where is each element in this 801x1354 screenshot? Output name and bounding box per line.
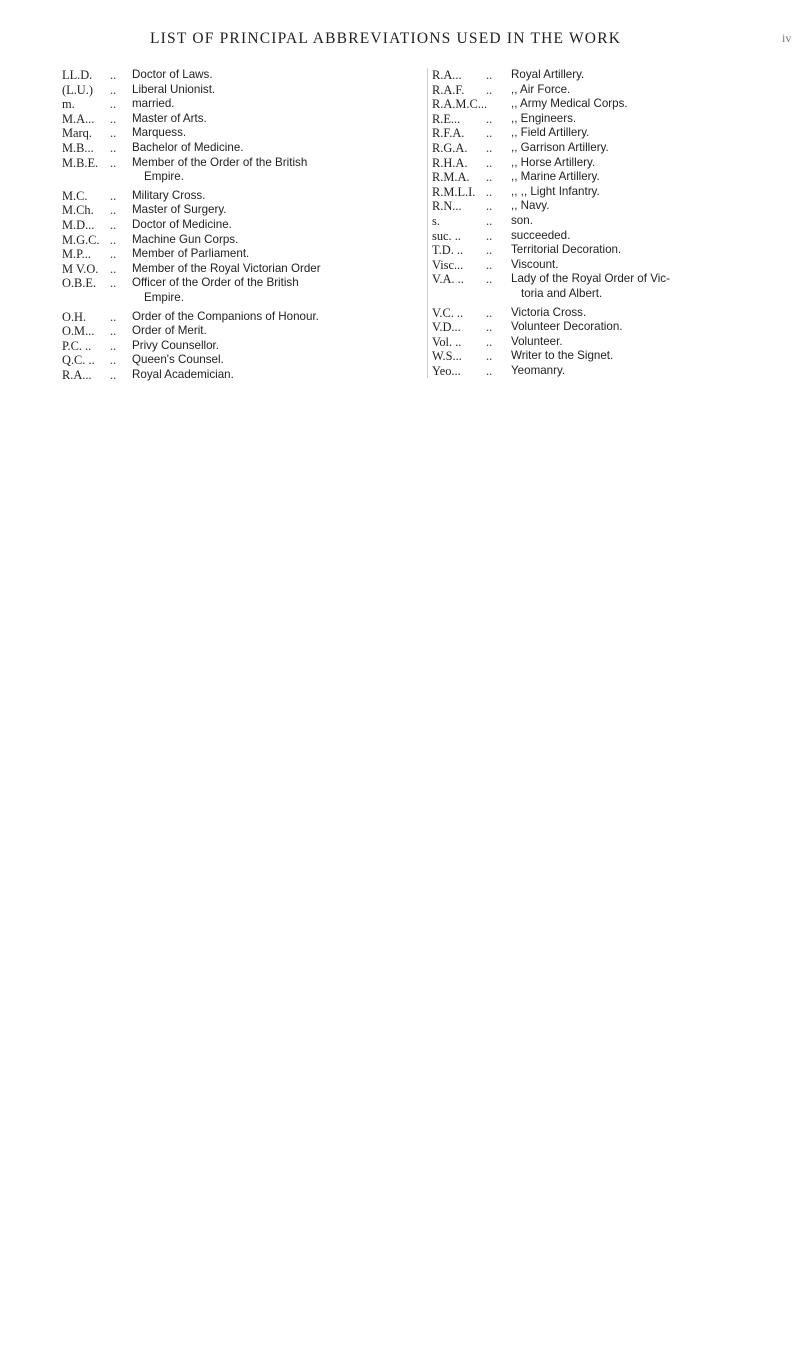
definition: ,, Marine Artillery. bbox=[511, 170, 600, 184]
definition: Royal Artillery. bbox=[511, 68, 585, 81]
definition-row bbox=[511, 272, 670, 287]
definition: Writer to the Signet. bbox=[511, 349, 614, 363]
definition-row bbox=[511, 199, 670, 214]
definition: Doctor of Medicine. bbox=[132, 217, 232, 231]
leader-dots: .. bbox=[110, 140, 117, 155]
leader-dots: .. bbox=[110, 68, 117, 82]
leader-dots: .. bbox=[486, 243, 493, 258]
abbreviation-row bbox=[432, 199, 506, 214]
abbreviation-row bbox=[432, 364, 506, 379]
definition-row bbox=[511, 306, 670, 321]
abbreviation: M.B.E. bbox=[62, 155, 99, 170]
abbreviation-row bbox=[432, 243, 506, 258]
leader-dots: .. bbox=[110, 111, 117, 126]
definition: Victoria Cross. bbox=[511, 305, 587, 319]
abbreviation: M.B... bbox=[62, 140, 94, 155]
page-number: iv bbox=[782, 31, 792, 45]
definition: ,, Navy. bbox=[511, 199, 550, 213]
leader-dots: .. bbox=[110, 155, 117, 170]
definition: Master of Surgery. bbox=[132, 203, 227, 217]
definition-row bbox=[511, 112, 670, 127]
abbreviation: V.C. .. bbox=[432, 305, 464, 320]
abbreviation: M V.O. bbox=[62, 261, 99, 276]
abbreviation-row bbox=[432, 83, 506, 98]
definition: Territorial Decoration. bbox=[511, 243, 622, 257]
abbreviation-row bbox=[432, 185, 506, 200]
definition: ,, Engineers. bbox=[511, 111, 577, 125]
page-title: LIST OF PRINCIPAL ABBREVIATIONS USED IN THE WORK bbox=[150, 30, 622, 47]
abbreviation-row bbox=[62, 126, 321, 141]
leader-dots: .. bbox=[486, 257, 493, 272]
definition: Royal Academician. bbox=[132, 367, 234, 381]
definition: ,, ,, Light Infantry. bbox=[511, 184, 600, 198]
abbreviation: M.D... bbox=[62, 217, 95, 232]
leader-dots: .. bbox=[110, 353, 117, 368]
definition-row bbox=[511, 335, 670, 350]
leader-dots bbox=[486, 287, 506, 302]
abbreviation-row bbox=[62, 156, 321, 171]
abbreviation: O.B.E. bbox=[62, 276, 97, 291]
abbreviation: suc. .. bbox=[432, 228, 461, 243]
abbreviation-row bbox=[62, 310, 321, 325]
abbreviation: O.H. bbox=[62, 309, 87, 324]
abbreviation: R.N... bbox=[432, 199, 462, 214]
abbreviation-row bbox=[62, 97, 321, 112]
definition: ,, Army Medical Corps. bbox=[511, 97, 628, 111]
abbreviation: W.S... bbox=[432, 349, 462, 364]
abbreviation-row bbox=[62, 324, 321, 339]
definition: married. bbox=[132, 97, 175, 111]
abbreviation: M.C. bbox=[62, 188, 88, 203]
leader-dots: .. bbox=[486, 334, 493, 349]
definition: ,, Horse Artillery. bbox=[511, 155, 596, 169]
abbreviation-row bbox=[432, 126, 506, 141]
definition-row bbox=[511, 126, 670, 141]
abbreviation-row bbox=[432, 306, 506, 321]
definition: son. bbox=[511, 213, 533, 227]
abbreviation-row bbox=[432, 141, 506, 156]
abbreviation bbox=[432, 287, 486, 302]
leader-dots: .. bbox=[486, 272, 493, 287]
abbreviation: Marq. bbox=[62, 126, 92, 141]
definition: Member of the Royal Victorian Order bbox=[132, 261, 321, 275]
definition-row bbox=[511, 185, 670, 200]
abbreviation-row bbox=[62, 68, 321, 83]
definition: Liberal Unionist. bbox=[132, 82, 216, 96]
abbreviation: T.D. .. bbox=[432, 243, 464, 258]
abbreviation-row bbox=[62, 262, 321, 277]
abbreviation: s. bbox=[432, 213, 440, 228]
abbreviation: Yeo... bbox=[432, 363, 461, 378]
abbreviation-row bbox=[62, 233, 321, 248]
definition: toria and Albert. bbox=[521, 286, 603, 300]
leader-dots: .. bbox=[486, 126, 493, 141]
abbreviation-row bbox=[62, 112, 321, 127]
abbreviation: R.A... bbox=[432, 68, 462, 82]
abbreviation: R.H.A. bbox=[432, 155, 468, 170]
abbreviation-row bbox=[432, 97, 506, 112]
leader-dots: .. bbox=[110, 324, 117, 339]
leader-dots: .. bbox=[110, 82, 117, 97]
definition: Lady of the Royal Order of Vic- bbox=[511, 272, 670, 286]
definition: Officer of the Order of the British bbox=[132, 276, 299, 290]
abbreviation: (L.U.) bbox=[62, 82, 93, 97]
definition: Privy Counsellor. bbox=[132, 338, 219, 352]
abbreviation: m. bbox=[62, 97, 75, 112]
abbreviation-row bbox=[62, 83, 321, 98]
definition: Member of Parliament. bbox=[132, 247, 250, 261]
definition: Volunteer. bbox=[511, 334, 563, 348]
abbreviation bbox=[62, 291, 110, 306]
definition-row bbox=[511, 170, 670, 185]
leader-dots: .. bbox=[110, 217, 117, 232]
leader-dots: .. bbox=[486, 82, 493, 97]
abbreviation-row bbox=[62, 368, 321, 383]
leader-dots: .. bbox=[486, 155, 493, 170]
abbreviation: V.A. .. bbox=[432, 272, 464, 287]
definition-row bbox=[511, 97, 670, 112]
abbreviation-row bbox=[432, 112, 506, 127]
definition: Machine Gun Corps. bbox=[132, 232, 239, 246]
abbreviation: R.A... bbox=[62, 367, 92, 382]
leader-dots: .. bbox=[486, 228, 493, 243]
leader-dots: .. bbox=[486, 111, 493, 126]
definition-row bbox=[511, 141, 670, 156]
abbreviation: R.M.A. bbox=[432, 170, 470, 185]
abbreviation: M.Ch. bbox=[62, 203, 94, 218]
abbreviation: R.A.M.C... bbox=[432, 97, 488, 112]
leader-dots: .. bbox=[110, 367, 117, 382]
abbreviation-row bbox=[62, 247, 321, 262]
abbreviation-row bbox=[432, 335, 506, 350]
leader-dots: .. bbox=[486, 213, 493, 228]
definition-row bbox=[511, 68, 670, 83]
abbreviation-row bbox=[62, 291, 321, 306]
leader-dots: .. bbox=[110, 232, 117, 247]
definition: Queen's Counsel. bbox=[132, 353, 224, 367]
abbreviation-row bbox=[62, 170, 321, 185]
leader-dots: .. bbox=[486, 363, 493, 378]
abbreviation: Vol. .. bbox=[432, 334, 462, 349]
abbreviation-row bbox=[432, 229, 506, 244]
abbreviation-row bbox=[62, 203, 321, 218]
abbreviation-row bbox=[432, 320, 506, 335]
definition-row bbox=[511, 258, 670, 273]
definition: Order of the Companions of Honour. bbox=[132, 309, 319, 323]
abbreviation-row bbox=[62, 276, 321, 291]
definition-row bbox=[511, 83, 670, 98]
abbreviation: M.P... bbox=[62, 247, 91, 262]
leader-dots bbox=[486, 97, 506, 112]
abbreviation-row bbox=[432, 287, 506, 302]
definition-row bbox=[511, 364, 670, 379]
abbreviation bbox=[62, 170, 110, 185]
abbreviation: R.E... bbox=[432, 111, 461, 126]
leader-dots: .. bbox=[486, 320, 493, 335]
definition: Volunteer Decoration. bbox=[511, 320, 623, 334]
definition: Order of Merit. bbox=[132, 324, 207, 338]
leader-dots: .. bbox=[486, 140, 493, 155]
abbreviation-row bbox=[62, 339, 321, 354]
abbreviation-row bbox=[432, 349, 506, 364]
abbreviation: Visc... bbox=[432, 257, 464, 272]
definition: ,, Garrison Artillery. bbox=[511, 140, 609, 154]
abbreviation: O.M... bbox=[62, 324, 95, 339]
leader-dots: .. bbox=[110, 309, 117, 324]
definition-row bbox=[511, 156, 670, 171]
leader-dots: .. bbox=[110, 188, 117, 203]
definition: succeeded. bbox=[511, 228, 571, 242]
abbreviation: M.A... bbox=[62, 111, 95, 126]
left-abbreviation-column bbox=[62, 68, 321, 382]
definition: Empire. bbox=[144, 290, 184, 304]
leader-dots: .. bbox=[486, 199, 493, 214]
abbreviation-row bbox=[432, 156, 506, 171]
leader-dots: .. bbox=[110, 203, 117, 218]
abbreviation-row bbox=[432, 170, 506, 185]
abbreviation: P.C. .. bbox=[62, 338, 92, 353]
definition-row bbox=[511, 320, 670, 335]
abbreviation: R.G.A. bbox=[432, 140, 468, 155]
abbreviation-row bbox=[62, 218, 321, 233]
leader-dots bbox=[110, 291, 132, 306]
leader-dots: .. bbox=[110, 97, 117, 112]
leader-dots: .. bbox=[486, 184, 493, 199]
leader-dots: .. bbox=[110, 261, 117, 276]
abbreviation: Q.C. .. bbox=[62, 353, 95, 368]
abbreviation-row bbox=[62, 141, 321, 156]
abbreviation: M.G.C. bbox=[62, 232, 100, 247]
definition-row bbox=[511, 287, 670, 302]
definition: ,, Field Artillery. bbox=[511, 126, 590, 140]
abbreviation: V.D... bbox=[432, 320, 461, 335]
definition: Viscount. bbox=[511, 257, 559, 271]
middle-abbreviation-column bbox=[427, 68, 506, 378]
leader-dots: .. bbox=[110, 126, 117, 141]
leader-dots: .. bbox=[486, 349, 493, 364]
definition-row bbox=[511, 243, 670, 258]
leader-dots bbox=[110, 170, 132, 185]
definition-row bbox=[511, 214, 670, 229]
definition-row bbox=[511, 349, 670, 364]
abbreviation: R.M.L.I. bbox=[432, 184, 476, 199]
definition: ,, Air Force. bbox=[511, 82, 571, 96]
leader-dots: .. bbox=[486, 305, 493, 320]
definition: Member of the Order of the British bbox=[132, 155, 308, 169]
abbreviation: LL.D. bbox=[62, 68, 93, 82]
abbreviation-row bbox=[432, 214, 506, 229]
abbreviation-row bbox=[432, 258, 506, 273]
abbreviation: R.F.A. bbox=[432, 126, 465, 141]
definition: Master of Arts. bbox=[132, 111, 207, 125]
abbreviation-row bbox=[62, 189, 321, 204]
definition: Doctor of Laws. bbox=[132, 68, 213, 81]
abbreviation: R.A.F. bbox=[432, 82, 465, 97]
abbreviation-row bbox=[432, 272, 506, 287]
right-definition-column bbox=[511, 68, 670, 378]
abbreviation-row bbox=[432, 68, 506, 83]
definition: Marquess. bbox=[132, 126, 187, 140]
leader-dots: .. bbox=[110, 247, 117, 262]
definition: Bachelor of Medicine. bbox=[132, 140, 244, 154]
leader-dots: .. bbox=[486, 68, 493, 82]
leader-dots: .. bbox=[486, 170, 493, 185]
definition-row bbox=[511, 229, 670, 244]
definition: Yeomanry. bbox=[511, 363, 566, 377]
definition: Military Cross. bbox=[132, 188, 206, 202]
leader-dots: .. bbox=[110, 276, 117, 291]
definition: Empire. bbox=[144, 170, 184, 184]
abbreviation-row bbox=[62, 353, 321, 368]
leader-dots: .. bbox=[110, 338, 117, 353]
